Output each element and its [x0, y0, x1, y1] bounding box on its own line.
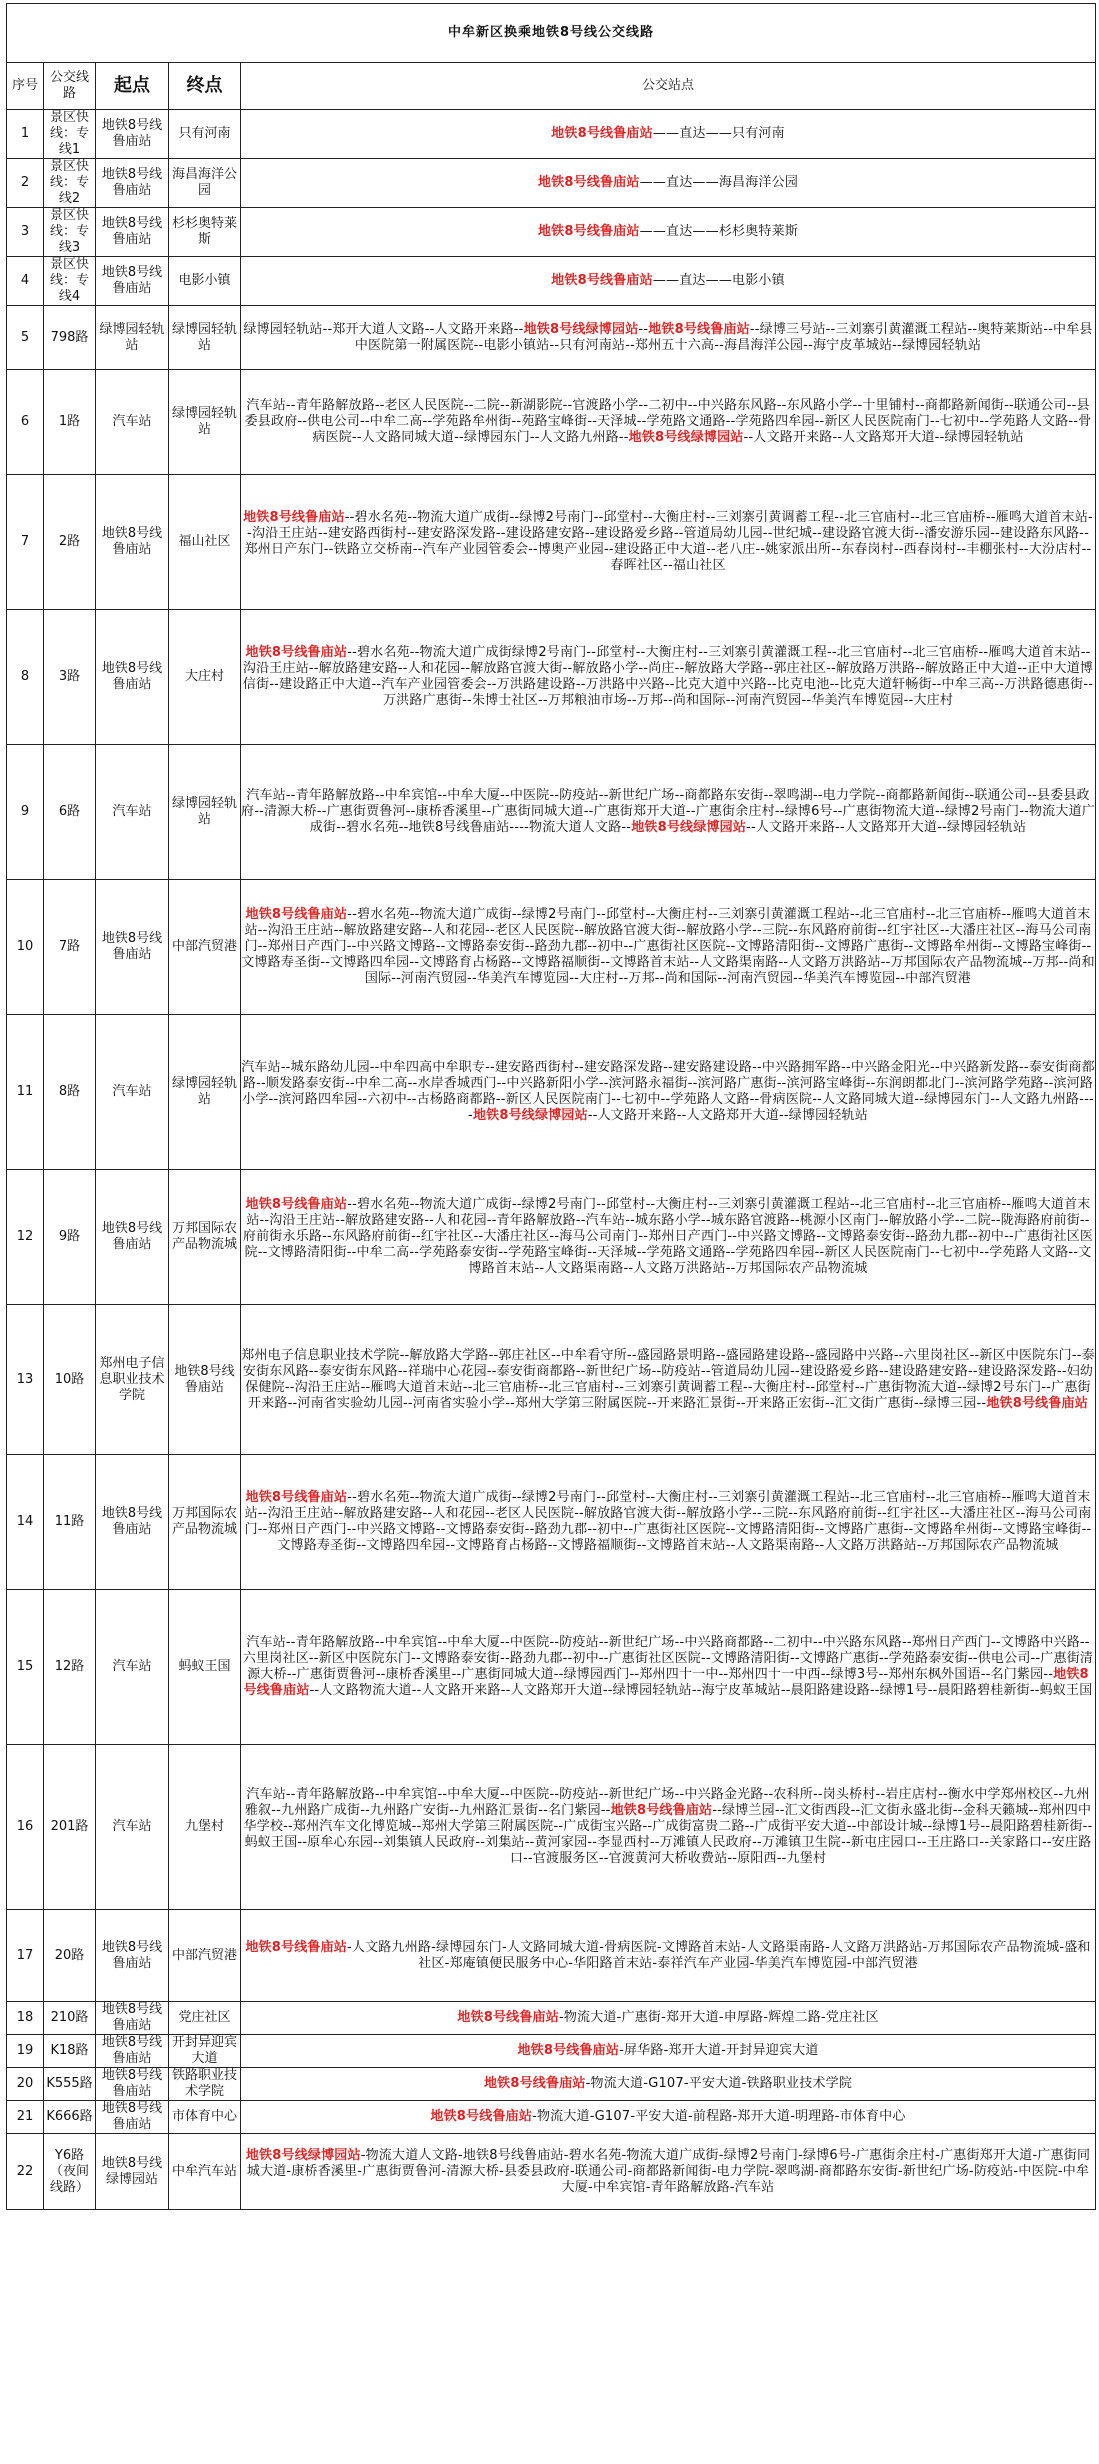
stop-segment: 汽车站--青年路解放路--老区人民医院--二院--新湖影院--官渡路小学--二初中--中兴路东风路--东风路小学--十里铺村--商都路新闻街--联通公司--县委县政府--供电公司--中牟二高--学苑路牟州街--苑路宝峰街--天泽城--学苑路文通路--学苑路四牟园--新区人民医院南门--七初中--学苑路人文路--骨病医院--人文路同城大道--绿博园东门--人文路九州路--	[244, 398, 1092, 445]
header-start: 起点	[96, 63, 169, 110]
route-line: 1路	[44, 370, 96, 475]
route-index: 3	[7, 208, 44, 257]
route-end: 万邦国际农产品物流城	[169, 1455, 241, 1590]
header-stops: 公交站点	[241, 63, 1096, 110]
table-row	[7, 1170, 1096, 1305]
route-stops	[241, 2134, 1096, 2210]
route-end: 地铁8号线鲁庙站	[169, 1305, 241, 1455]
route-end: 开封异迎宾大道	[169, 2035, 241, 2068]
route-start: 汽车站	[96, 370, 169, 475]
stop-segment: --绿博三号站--三刘寨引黄灌溉工程站--奥特莱斯站--中牟县中医院第一附属医院--电影小镇站--只有河南站--郑州五十六高--海昌海洋公园--海宁皮革城站--绿博园轻轨站	[354, 321, 1093, 353]
stop-segment: ——直达——只有河南	[652, 126, 785, 141]
stop-segment: 绿博园轻轨站--郑开大道人文路--人文路开来路--	[243, 321, 524, 337]
table-row	[7, 1910, 1096, 2002]
route-index: 2	[7, 159, 44, 208]
stop-segment: --碧水名苑--物流大道广成街--绿博2号南门--邱堂村--大衡庄村--三刘寨引黄调蓄工程--北三官庙村--北三官庙桥--雁鸣大道首末站--沟沿王庄站--建安路西街村--建安路深发路--建设路建安路--建设路爱乡路--管道局幼儿园--世纪城--建设路官渡大街--潘安游乐园--建设路东风路--郑州日产东门--铁路立交桥南--汽车产业园管委会--博奥产业园--建设路正中大道--老八庄--姚家派出所--东春岗村--西春岗村--丰棚张村--大汾店村--春晖社区--福山社区	[244, 510, 1093, 573]
metro-station-highlight: 地铁8号线鲁庙站	[517, 2043, 620, 2058]
route-stops	[241, 745, 1096, 880]
route-stops	[241, 2101, 1096, 2134]
route-start: 地铁8号线鲁庙站	[96, 1170, 169, 1305]
stop-segment: -人文路九州路-绿博园东门-人文路同城大道-骨病医院-文博路首末站-人文路渠南路-人文路万洪路站-万邦国际农产品物流城-盛和社区-郑庵镇便民服务中心-华阳路首末站-泰祥汽车产业园-华美汽车博览园-中部汽贸港	[347, 1939, 1091, 1971]
route-start: 地铁8号线鲁庙站	[96, 2068, 169, 2101]
route-line: 8路	[44, 1015, 96, 1170]
route-start: 汽车站	[96, 1590, 169, 1745]
metro-station-highlight: 地铁8号线绿博园站	[472, 1108, 588, 1123]
route-index: 12	[7, 1170, 44, 1305]
route-line: 10路	[44, 1305, 96, 1455]
route-index: 6	[7, 370, 44, 475]
route-stops	[241, 208, 1096, 257]
route-start: 地铁8号线鲁庙站	[96, 880, 169, 1015]
route-start: 地铁8号线鲁庙站	[96, 2035, 169, 2068]
table-row	[7, 257, 1096, 306]
route-line: 12路	[44, 1590, 96, 1745]
metro-station-highlight: 地铁8号线鲁庙站	[245, 1490, 348, 1505]
route-stops	[241, 1015, 1096, 1170]
route-index: 8	[7, 610, 44, 745]
table-row	[7, 2002, 1096, 2035]
route-end: 九堡村	[169, 1745, 241, 1910]
metro-station-highlight: 地铁8号线鲁庙站	[483, 2076, 586, 2091]
stop-segment: -物流大道-G107-平安大道-前程路-郑开大道-明理路-市体育中心	[532, 2109, 906, 2124]
stop-segment: --碧水名苑--物流大道广成街绿博2号南门--邱堂村--大衡庄村--三刘寨引黄灌溉工程--北三官庙村--北三官庙桥--雁鸣大道首末站--沟沿王庄站--解放路建安路--人和花园--解放路官渡大街--解放路小学--尚庄--解放路大学路--郭庄社区--解放路万洪路--解放路正中大道--正中大道博信街--建设路正中大道--汽车产业园管委会--万洪路建设路--万洪路中兴路--比克大道中兴路--比克电池--比克大道轩畅街--中牟三高--万洪路德惠街--万洪路广惠街--朱博士社区--万邦粮油市场--万邦--尚和国际--河南汽贸园--华美汽车博览园--大庄村	[242, 645, 1094, 708]
route-end: 大庄村	[169, 610, 241, 745]
route-line: 景区快线：专线2	[44, 159, 96, 208]
route-stops	[241, 880, 1096, 1015]
stop-segment: --碧水名苑--物流大道广成街--绿博2号南门--邱堂村--大衡庄村--三刘寨引黄灌溉工程站--北三官庙村--北三官庙桥--雁鸣大道首末站--沟沿王庄站--解放路建安路--人和花园--老区人民医院--解放路官渡大街--解放路小学--三院--东风路府前街--红宇社区--大潘庄社区--海马公司南门--郑州日产西门--中兴路文博路--文博路泰安街--路劲九郡--初中--广惠街社区医院--文博路清阳街--文博路广惠街--文博路牟州街--文博路宝峰街--文博路寿圣街--文博路四牟园--文博路育占杨路--文博路福顺街--文博路首末站--人文路渠南路--人文路万洪路站--万邦国际农产品物流城	[244, 1490, 1092, 1553]
route-stops	[241, 370, 1096, 475]
route-start: 绿博园轻轨站	[96, 306, 169, 370]
metro-station-highlight: 地铁8号线鲁庙站	[243, 510, 345, 525]
stop-segment: -屏华路-郑开大道-开封异迎宾大道	[619, 2043, 819, 2058]
route-start: 地铁8号线鲁庙站	[96, 610, 169, 745]
stop-segment: 汽车站--青年路解放路--中牟宾馆--中牟大厦--中医院--防疫站--新世纪广场--中兴路金光路--农科所--岗头桥村--岩庄店村--衡水中学郑州校区--九州雅叙--九州路广成街--九州路广安街--九州路汇景街--名门紫园--	[244, 1787, 1090, 1818]
route-line: 210路	[44, 2002, 96, 2035]
route-index: 5	[7, 306, 44, 370]
metro-station-highlight: 地铁8号线鲁庙站	[537, 175, 640, 190]
metro-station-highlight: 地铁8号线鲁庙站	[245, 1939, 348, 1955]
route-index: 9	[7, 745, 44, 880]
route-index: 21	[7, 2101, 44, 2134]
route-line: K18路	[44, 2035, 96, 2068]
route-end: 党庄社区	[169, 2002, 241, 2035]
route-start: 地铁8号线鲁庙站	[96, 475, 169, 610]
metro-station-highlight: 地铁8号线鲁庙站	[430, 2109, 533, 2124]
table-row	[7, 2068, 1096, 2101]
stop-segment: 郑州电子信息职业技术学院--解放路大学路--郭庄社区--中牟看守所--盛园路景明路--盛园路建设路--盛园路中兴路--六里岗社区--新区中医院东门--泰安街东风路--泰安街东风路--祥瑞中心花园--泰安街商都路--新世纪广场--防疫站--管道局幼儿园--建设路爱乡路--建设路建安路--建设路深发路--妇幼保健院--沟沿王庄站--雁鸣大道首末站--北三官庙桥--北三官庙村--三刘寨引黄调蓄工程--大衡庄村--邱堂村--广惠街物流大道--绿博2号东门--广惠街开来路--河南省实验幼儿园--河南省实验小学--郑州大学第三附属医院--开来路汇景街--开来路正宏街--汇文街广惠街--绿博三园--	[241, 1347, 1095, 1411]
route-line: 景区快线：专线3	[44, 208, 96, 257]
stop-segment: --碧水名苑--物流大道广成街--绿博2号南门--邱堂村--大衡庄村--三刘寨引黄灌溉工程站--北三官庙村--北三官庙桥--雁鸣大道首末站--沟沿王庄站--解放路建安路--人和花园--青年路解放路--汽车站--城东路小学--城东路官渡路--桃源小区南门--解放路小学--二院--陇海路府前街--府前街永乐路--东风路府前街--红宇社区--大潘庄社区--海马公司南门--郑州日产西门--中兴路文博路--文博路泰安街--路劲九郡--初中--广惠街社区医院--文博路清阳街--中牟二高--学苑路泰安街--学苑路宝峰街--天泽城--学苑路文通路--学苑路四牟园--新区人民医院南门--七初中--学苑路人文路--文博路首末站--人文路渠南路--人文路万洪路站--万邦国际农产品物流城	[242, 1197, 1094, 1276]
route-stops	[241, 2035, 1096, 2068]
route-index: 17	[7, 1910, 44, 2002]
metro-station-highlight: 地铁8号线鲁庙站	[243, 1667, 1089, 1698]
route-end: 绿博园轻轨站	[169, 745, 241, 880]
stop-segment: 汽车站--青年路解放路--中牟宾馆--中牟大厦--中医院--防疫站--新世纪广场--商都路东安街--翠鸣湖--电力学院--商都路新闻街--联通公司--县委县政府--清源大桥--广惠街贾鲁河--康桥香溪里--广惠街同城大道--广惠街郑开大道--广惠街余庄村--绿博6号--广惠街物流大道--绿博2号南门--物流大道广成街--碧水名苑--地铁8号线鲁庙站----物流大道人文路--	[241, 788, 1095, 835]
stop-segment: -物流大道-G107-平安大道-铁路职业技术学院	[585, 2076, 853, 2091]
table-row	[7, 880, 1096, 1015]
route-start: 郑州电子信息职业技术学院	[96, 1305, 169, 1455]
metro-station-highlight: 地铁8号线鲁庙站	[610, 1803, 713, 1818]
route-index: 22	[7, 2134, 44, 2210]
route-line: 20路	[44, 1910, 96, 2002]
route-start: 地铁8号线鲁庙站	[96, 208, 169, 257]
metro-station-highlight: 地铁8号线鲁庙站	[648, 321, 750, 337]
route-start: 地铁8号线鲁庙站	[96, 1455, 169, 1590]
stop-segment: --碧水名苑--物流大道广成街--绿博2号南门--邱堂村--大衡庄村--三刘寨引黄灌溉工程站--北三官庙村--北三官庙桥--雁鸣大道首末站--沟沿王庄站--解放路建安路--人和花园--老区人民医院--解放路官渡大街--解放路小学--三院--东风路府前街--红宇社区--大潘庄社区--海马公司南门--郑州日产西门--中兴路文博路--文博路泰安街--路劲九郡--初中--广惠街社区医院--文博路清阳街--文博路广惠街--文博路牟州街--文博路宝峰街--文博路寿圣街--文博路四牟园--文博路育占杨路--文博路福顺街--文博路首末站--人文路渠南路--人文路万洪路站--万邦国际农产品物流城--万邦--尚和国际--河南汽贸园--华美汽车博览园--大庄村--万邦--尚和国际--河南汽贸园--华美汽车博览园--中部汽贸港	[241, 907, 1095, 986]
route-end: 绿博园轻轨站	[169, 370, 241, 475]
table-row	[7, 306, 1096, 370]
route-stops	[241, 110, 1096, 159]
route-line: 2路	[44, 475, 96, 610]
table-row	[7, 1015, 1096, 1170]
route-end: 铁路职业技术学院	[169, 2068, 241, 2101]
route-end: 中部汽贸港	[169, 880, 241, 1015]
route-start: 地铁8号线鲁庙站	[96, 2002, 169, 2035]
route-stops	[241, 257, 1096, 306]
route-stops	[241, 2002, 1096, 2035]
route-stops	[241, 1590, 1096, 1745]
route-end: 市体育中心	[169, 2101, 241, 2134]
route-end: 电影小镇	[169, 257, 241, 306]
route-start: 汽车站	[96, 1015, 169, 1170]
table-row	[7, 2101, 1096, 2134]
stop-segment: --人文路开来路--人文路郑开大道--绿博园轻轨站	[743, 430, 1024, 445]
stop-segment: 汽车站--青年路解放路--中牟宾馆--中牟大厦--中医院--防疫站--新世纪广场--中兴路商都路--二初中--中兴路东风路--郑州日产西门--文博路中兴路--六里岗社区--新区中医院东门--文博路泰安街--路劲九郡--初中--广惠街社区医院--文博路清阳街--文博路广惠街--学苑路泰安街--供电公司--广惠街清源大桥--广惠街贾鲁河--康桥香溪里--广惠街同城大道--绿博园西门--郑州四十一中--郑州四十一中西--绿博3号--郑州东枫外国语--名门紫园--	[242, 1635, 1094, 1682]
route-end: 绿博园轻轨站	[169, 1015, 241, 1170]
metro-station-highlight: 地铁8号线绿博园站	[523, 321, 639, 337]
route-index: 18	[7, 2002, 44, 2035]
stop-segment: ——直达——电影小镇	[652, 273, 785, 288]
route-end: 福山社区	[169, 475, 241, 610]
route-index: 1	[7, 110, 44, 159]
table-row	[7, 475, 1096, 610]
stop-segment: --	[638, 321, 649, 337]
metro-station-highlight: 地铁8号线鲁庙站	[986, 1395, 1088, 1411]
route-line: Y6路（夜间线路）	[44, 2134, 96, 2210]
stop-segment: 汽车站--城东路幼儿园--中牟四高中牟职专--建安路西街村--建安路深发路--建安路建设路--中兴路拥军路--中兴路金阳光--中兴路新发路--泰安街商都路--顺发路泰安街--中牟二高--水岸香城西门--中兴路新阳小学--滨河路永福街--滨河路广惠街--滨河路宝峰街--东润朗都北门--滨河路学苑路--滨河路小学--滨河路四牟园--六初中--古杨路商都路--新区人民医院南门--七初中--学苑路人文路--骨病医院--人文路同城大道--绿博园东门--人文路九州路----	[241, 1060, 1095, 1123]
route-stops	[241, 306, 1096, 370]
stop-segment: -物流大道人文路-地铁8号线鲁庙站-碧水名苑-物流大道广成街-绿博2号南门-绿博6号-广惠街余庄村-广惠街郑开大道-广惠街同城大道-康桥香溪里-广惠街贾鲁河-清源大桥-县委县政府-联通公司-商都路新闻街-电力学院-翠鸣湖-商都路东安街-新世纪广场-防疫站-中医院-中牟大厦-中牟宾馆-青年路解放路-汽车站	[246, 2147, 1091, 2195]
stop-segment: --绿博兰园--汇文街西段--汇文街永盛北街--金科天籁城--郑州四中华学校--郑州汽车文化博览城--郑州大学第三附属医院--广成街宝兴路--广成街富贵二路--广成街平安大道--中部设计城--绿博1号--晨阳路碧桂新街--蚂蚁王国--原牟心东园--刘集镇人民政府--刘集站--黄河家园--李显西村--万滩镇人民政府--万滩镇卫生院--新屯庄园口--王庄路口--关家路口--安庄路口--官渡服务区--官渡黄河大桥收费站--原阳西--九堡村	[243, 1803, 1093, 1866]
header-index: 序号	[7, 63, 44, 110]
route-line: 9路	[44, 1170, 96, 1305]
page-title: 中牟新区换乘地铁8号线公交线路	[7, 4, 1096, 63]
metro-station-highlight: 地铁8号线鲁庙站	[245, 907, 348, 922]
route-line: 798路	[44, 306, 96, 370]
header-line: 公交线路	[44, 63, 96, 110]
route-start: 地铁8号线鲁庙站	[96, 110, 169, 159]
route-stops	[241, 2068, 1096, 2101]
route-stops	[241, 1455, 1096, 1590]
route-start: 地铁8号线鲁庙站	[96, 257, 169, 306]
route-start: 地铁8号线鲁庙站	[96, 1910, 169, 2002]
metro-station-highlight: 地铁8号线鲁庙站	[537, 224, 640, 239]
route-stops	[241, 1910, 1096, 2002]
metro-station-highlight: 地铁8号线绿博园站	[628, 430, 744, 445]
stop-segment: ——直达——杉杉奥特莱斯	[639, 224, 799, 239]
metro-station-highlight: 地铁8号线绿博园站	[245, 2147, 361, 2163]
metro-station-highlight: 地铁8号线鲁庙站	[551, 126, 653, 141]
header-end: 终点	[169, 63, 241, 110]
route-end: 万邦国际农产品物流城	[169, 1170, 241, 1305]
route-end: 只有河南	[169, 110, 241, 159]
metro-station-highlight: 地铁8号线绿博园站	[631, 820, 747, 835]
title-row	[7, 4, 1096, 63]
route-start: 地铁8号线绿博园站	[96, 2134, 169, 2210]
table-row	[7, 1590, 1096, 1745]
table-row	[7, 745, 1096, 880]
route-index: 13	[7, 1305, 44, 1455]
route-stops	[241, 1305, 1096, 1455]
table-row	[7, 2134, 1096, 2210]
metro-station-highlight: 地铁8号线鲁庙站	[245, 1197, 348, 1212]
route-index: 20	[7, 2068, 44, 2101]
route-index: 19	[7, 2035, 44, 2068]
route-stops	[241, 610, 1096, 745]
route-end: 海昌海洋公园	[169, 159, 241, 208]
route-start: 汽车站	[96, 1745, 169, 1910]
route-end: 蚂蚁王国	[169, 1590, 241, 1745]
route-line: K555路	[44, 2068, 96, 2101]
stop-segment: ——直达——海昌海洋公园	[639, 175, 799, 190]
route-end: 杉杉奥特莱斯	[169, 208, 241, 257]
route-line: 3路	[44, 610, 96, 745]
route-start: 汽车站	[96, 745, 169, 880]
table-row	[7, 1305, 1096, 1455]
table-row	[7, 610, 1096, 745]
bus-route-table	[6, 3, 1096, 2210]
metro-station-highlight: 地铁8号线鲁庙站	[551, 273, 653, 288]
table-row	[7, 370, 1096, 475]
route-stops	[241, 475, 1096, 610]
route-index: 11	[7, 1015, 44, 1170]
table-row	[7, 1455, 1096, 1590]
route-start: 地铁8号线鲁庙站	[96, 2101, 169, 2134]
table-row	[7, 110, 1096, 159]
table-row	[7, 159, 1096, 208]
route-stops	[241, 1170, 1096, 1305]
table-row	[7, 2035, 1096, 2068]
route-index: 4	[7, 257, 44, 306]
route-index: 10	[7, 880, 44, 1015]
route-index: 16	[7, 1745, 44, 1910]
route-index: 15	[7, 1590, 44, 1745]
route-index: 14	[7, 1455, 44, 1590]
route-line: 景区快线：专线1	[44, 110, 96, 159]
stop-segment: --人文路开来路--人文路郑开大道--绿博园轻轨站	[587, 1108, 868, 1123]
route-line: K666路	[44, 2101, 96, 2134]
table-row	[7, 1745, 1096, 1910]
route-line: 201路	[44, 1745, 96, 1910]
route-start: 地铁8号线鲁庙站	[96, 159, 169, 208]
route-end: 中牟汽车站	[169, 2134, 241, 2210]
stop-segment: -物流大道-广惠街-郑开大道-申厚路-辉煌二路-党庄社区	[558, 2010, 879, 2025]
table-row	[7, 208, 1096, 257]
stop-segment: --人文路物流大道--人文路开来路--人文路郑开大道--绿博园轻轨站--海宁皮革城站--晨阳路建设路--绿博1号--晨阳路碧桂新街--蚂蚁王国	[309, 1683, 1093, 1698]
metro-station-highlight: 地铁8号线鲁庙站	[245, 645, 348, 660]
route-line: 11路	[44, 1455, 96, 1590]
metro-station-highlight: 地铁8号线鲁庙站	[457, 2010, 559, 2025]
route-stops	[241, 1745, 1096, 1910]
route-end: 绿博园轻轨站	[169, 306, 241, 370]
stop-segment: --人文路开来路--人文路郑开大道--绿博园轻轨站	[746, 820, 1027, 835]
header-row	[7, 63, 1096, 110]
route-stops	[241, 159, 1096, 208]
route-end: 中部汽贸港	[169, 1910, 241, 2002]
route-index: 7	[7, 475, 44, 610]
route-line: 6路	[44, 745, 96, 880]
route-line: 7路	[44, 880, 96, 1015]
route-line: 景区快线：专线4	[44, 257, 96, 306]
